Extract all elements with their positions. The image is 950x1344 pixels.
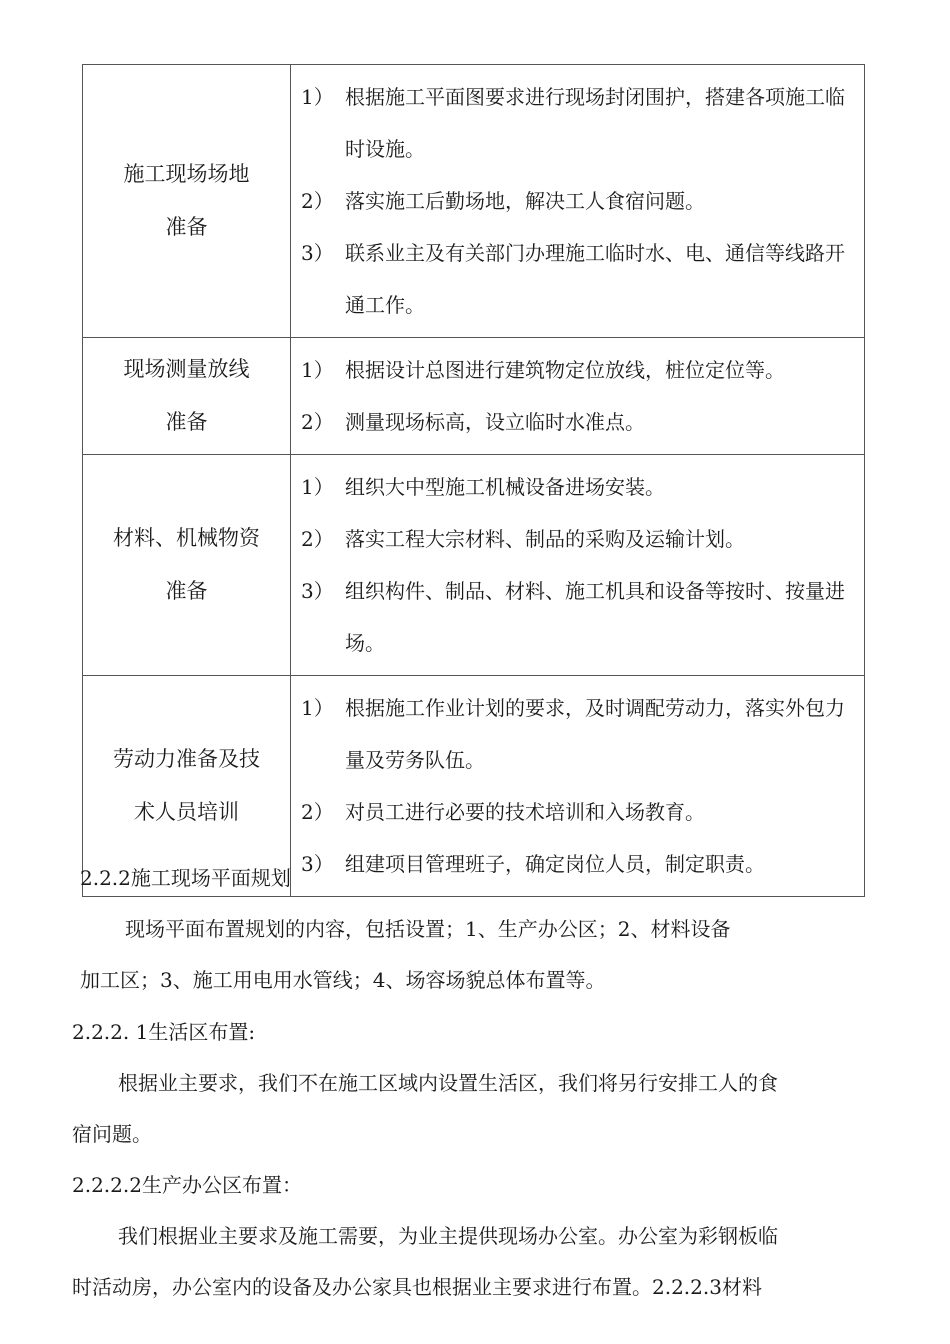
table-row	[83, 455, 865, 676]
row-label-line: 术人员培训	[134, 800, 239, 824]
list-item: 2） 落实工程大宗材料、制品的采购及运输计划。	[301, 527, 745, 551]
paragraph-line: 现场平面布置规划的内容，包括设置；1、生产办公区；2、材料设备	[125, 917, 731, 941]
list-item: 3） 联系业主及有关部门办理施工临时水、电、通信等线路开通工作。	[301, 241, 845, 317]
paragraph-line: 加工区；3、施工用电用水管线；4、场容场貌总体布置等。	[80, 968, 606, 992]
row-label-line: 准备	[165, 579, 208, 603]
list-item: 3） 组建项目管理班子，确定岗位人员，制定职责。	[301, 852, 765, 876]
subsection-heading: 2.2.2. 1生活区布置:	[72, 1020, 256, 1044]
row-label	[83, 338, 291, 455]
row-items	[291, 676, 865, 897]
table-row	[83, 338, 865, 455]
row-items	[291, 65, 865, 338]
row-label-line: 施工现场场地	[123, 162, 250, 186]
row-label-line: 劳动力准备及技	[113, 747, 260, 771]
list-item: 2） 对员工进行必要的技术培训和入场教育。	[301, 800, 705, 824]
paragraph-line: 根据业主要求，我们不在施工区域内设置生活区，我们将另行安排工人的食	[118, 1071, 778, 1095]
preparation-table	[82, 64, 865, 897]
row-label-line: 准备	[165, 410, 208, 434]
row-label	[83, 455, 291, 676]
list-item: 1） 根据施工作业计划的要求，及时调配劳动力，落实外包力量及劳务队伍。	[301, 696, 845, 772]
list-item: 1） 根据设计总图进行建筑物定位放线，桩位定位等。	[301, 358, 785, 382]
table-row	[83, 65, 865, 338]
row-label-line: 材料、机械物资	[113, 526, 260, 550]
list-item: 2） 测量现场标高，设立临时水准点。	[301, 410, 645, 434]
row-label-line: 现场测量放线	[123, 357, 250, 381]
row-items	[291, 338, 865, 455]
list-item: 1） 根据施工平面图要求进行现场封闭围护，搭建各项施工临时设施。	[301, 85, 845, 161]
section-heading: 2.2.2施工现场平面规划	[80, 866, 291, 890]
list-item: 1） 组织大中型施工机械设备进场安装。	[301, 475, 665, 499]
paragraph-line: 宿问题。	[72, 1122, 152, 1146]
list-item: 2） 落实施工后勤场地，解决工人食宿问题。	[301, 189, 705, 213]
row-label-line: 准备	[165, 215, 208, 239]
list-item: 3） 组织构件、制品、材料、施工机具和设备等按时、按量进场。	[301, 579, 845, 655]
paragraph-line: 我们根据业主要求及施工需要，为业主提供现场办公室。办公室为彩钢板临	[118, 1224, 778, 1248]
row-items	[291, 455, 865, 676]
row-label	[83, 65, 291, 338]
paragraph-line: 时活动房，办公室内的设备及办公家具也根据业主要求进行布置。2.2.2.3材料	[72, 1275, 762, 1299]
subsection-heading: 2.2.2.2生产办公区布置：	[72, 1173, 302, 1197]
